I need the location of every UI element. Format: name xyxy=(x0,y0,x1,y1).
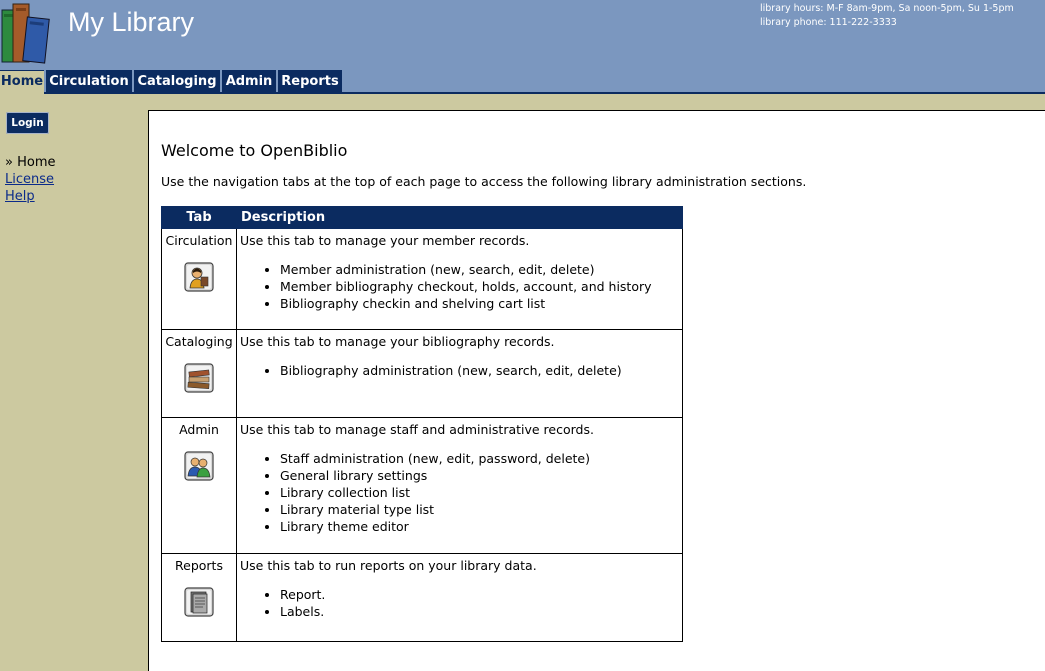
feature-list xyxy=(240,450,682,535)
section-name-cataloging: Cataloging xyxy=(165,334,233,349)
feature-list xyxy=(240,586,682,620)
list-item: • Library theme editor xyxy=(280,518,682,535)
tab-circulation[interactable]: Circulation xyxy=(46,70,132,94)
header-bar xyxy=(0,0,1045,70)
table-cell-tab xyxy=(162,554,237,642)
tab-admin[interactable]: Admin xyxy=(222,70,276,94)
main-content xyxy=(148,110,1045,671)
tab-cataloging[interactable]: Cataloging xyxy=(134,70,220,94)
section-name-reports: Reports xyxy=(175,558,223,573)
table-row xyxy=(162,330,683,418)
table-cell-description xyxy=(237,554,683,642)
table-cell-tab xyxy=(162,418,237,554)
library-hours: library hours: M-F 8am-9pm, Sa noon-5pm, Su 1-5pm xyxy=(760,3,1014,14)
page-title: Welcome to OpenBiblio xyxy=(161,141,348,160)
site-title: My Library xyxy=(68,7,195,37)
table-cell-description xyxy=(237,229,683,330)
column-header-tab: Tab xyxy=(162,207,237,229)
list-item: • Member bibliography checkout, holds, account, and history xyxy=(280,278,682,295)
sidebar-current-home: » Home xyxy=(5,155,56,170)
column-header-description: Description xyxy=(237,207,683,229)
section-summary: Use this tab to manage staff and administrative records. xyxy=(240,422,594,437)
help-link[interactable]: Help xyxy=(5,189,35,204)
table-cell-description xyxy=(237,330,683,418)
tab-reports[interactable]: Reports xyxy=(278,70,342,94)
list-item: • Labels. xyxy=(280,603,682,620)
feature-list xyxy=(240,261,682,312)
staff-icon[interactable] xyxy=(184,451,214,481)
table-header-row xyxy=(162,207,683,229)
section-summary: Use this tab to run reports on your library data. xyxy=(240,558,537,573)
section-name-circulation: Circulation xyxy=(165,233,233,248)
list-item: • General library settings xyxy=(280,467,682,484)
section-summary: Use this tab to manage your bibliography records. xyxy=(240,334,555,349)
library-info xyxy=(760,0,1014,31)
side-navigation xyxy=(5,154,55,205)
list-item: • Report. xyxy=(280,586,682,603)
license-link[interactable]: License xyxy=(5,172,55,187)
report-icon[interactable] xyxy=(184,587,214,617)
list-item: • Member administration (new, search, edit, delete) xyxy=(280,261,682,278)
table-cell-tab xyxy=(162,229,237,330)
list-item: • Staff administration (new, edit, password, delete) xyxy=(280,450,682,467)
tab-home[interactable]: Home xyxy=(0,70,44,95)
feature-list xyxy=(240,362,682,379)
list-item: • Library collection list xyxy=(280,484,682,501)
member-icon[interactable] xyxy=(184,262,214,292)
table-cell-tab xyxy=(162,330,237,418)
table-row xyxy=(162,229,683,330)
login-button[interactable]: Login xyxy=(6,112,49,134)
sections-table xyxy=(161,206,683,642)
books-icon[interactable] xyxy=(184,363,214,393)
list-item: • Library material type list xyxy=(280,501,682,518)
list-item: • Bibliography administration (new, search, edit, delete) xyxy=(280,362,682,379)
list-item: • Bibliography checkin and shelving cart list xyxy=(280,295,682,312)
table-row xyxy=(162,554,683,642)
library-books-logo xyxy=(0,0,52,66)
table-row xyxy=(162,418,683,554)
section-summary: Use this tab to manage your member records. xyxy=(240,233,530,248)
section-name-admin: Admin xyxy=(179,422,219,437)
intro-text: Use the navigation tabs at the top of each page to access the following library administration sections. xyxy=(161,174,807,189)
table-cell-description xyxy=(237,418,683,554)
library-phone: library phone: 111-222-3333 xyxy=(760,17,897,28)
